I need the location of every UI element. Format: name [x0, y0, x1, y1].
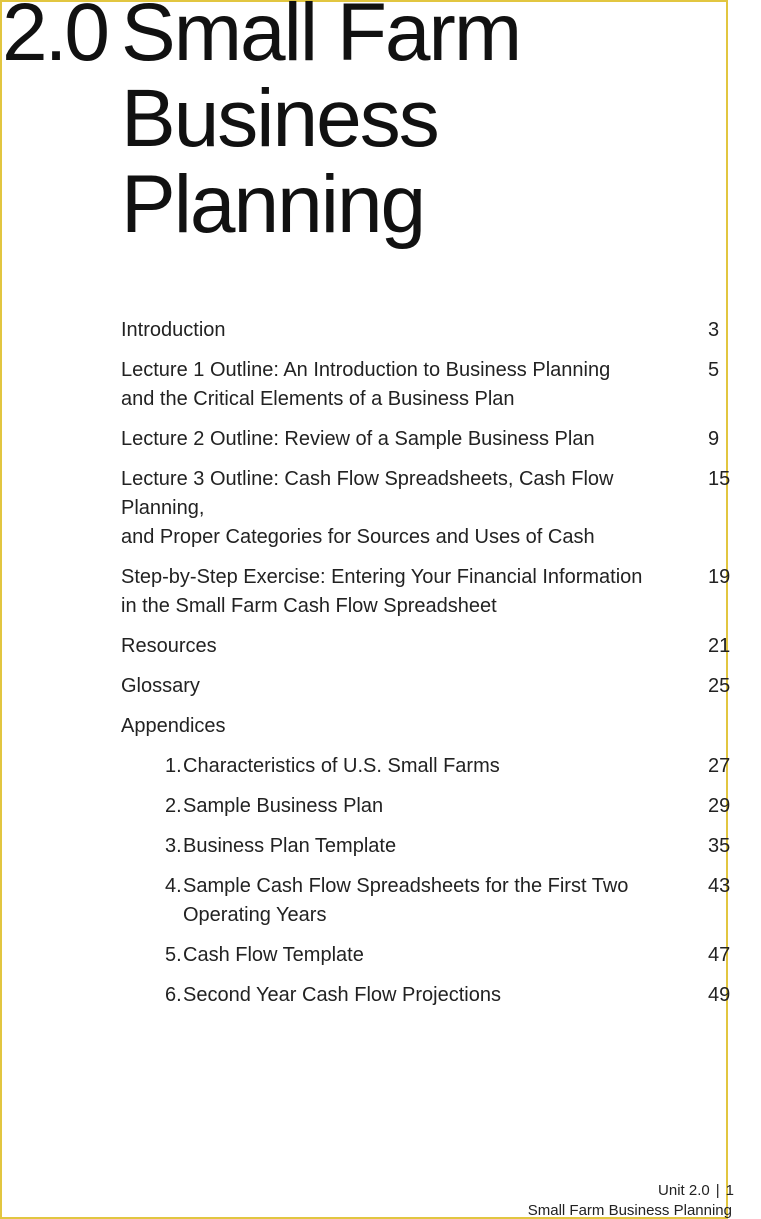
- toc-entry-text: [121, 563, 701, 621]
- toc-appendix-4: [121, 872, 761, 930]
- toc-entry-text: [121, 465, 701, 552]
- toc-entry-text: [121, 632, 701, 661]
- toc-entry-line: and the Critical Elements of a Business Plan: [121, 388, 515, 410]
- unit-title: [121, 0, 520, 248]
- toc-entry-lecture-1: [121, 356, 761, 414]
- appendix-number: 4.: [165, 875, 182, 897]
- toc-page-number: 3: [708, 319, 720, 341]
- footer-unit: [658, 1182, 734, 1199]
- toc-entry-appendices: [121, 712, 761, 741]
- unit-title-line: Planning: [121, 159, 425, 250]
- toc-entry-exercise: [121, 563, 761, 621]
- footer-separator: |: [715, 1182, 720, 1199]
- toc-entry-line: Appendices: [121, 715, 226, 737]
- toc-appendix-1: [121, 752, 761, 781]
- toc-entry-text: [165, 752, 635, 781]
- toc-entry-glossary: [121, 672, 761, 701]
- toc-page-number: 19: [708, 566, 731, 588]
- toc-entry-text: [165, 941, 635, 970]
- footer-unit-label: Unit 2.0: [658, 1182, 710, 1199]
- toc-entry-text: [121, 356, 701, 414]
- toc-page-number: 15: [708, 468, 731, 490]
- toc-entry-text: [165, 792, 635, 821]
- toc-entry-text: [165, 872, 635, 930]
- toc-entry-lecture-3: [121, 465, 761, 552]
- toc-page-number: 9: [708, 428, 720, 450]
- unit-title-line: Small Farm: [121, 0, 521, 78]
- toc-page-number: 35: [708, 835, 731, 857]
- toc-entry-text: [121, 672, 701, 701]
- toc-entry-lecture-2: [121, 425, 761, 454]
- toc-page-number: 21: [708, 635, 731, 657]
- toc-appendix-6: [121, 981, 761, 1010]
- toc-entry-line: Characteristics of U.S. Small Farms: [183, 755, 500, 777]
- toc-entry-text: [121, 712, 701, 741]
- toc-entry-line: Sample Business Plan: [183, 795, 384, 817]
- toc-entry-line: Business Plan Template: [183, 835, 397, 857]
- toc-entry-line: Cash Flow Template: [183, 944, 364, 966]
- toc-entry-line: Lecture 1 Outline: An Introduction to Business Planning: [121, 359, 611, 381]
- toc-entry-text: [165, 981, 635, 1010]
- toc-entry-line: Second Year Cash Flow Projections: [183, 984, 501, 1006]
- toc-entry-resources: [121, 632, 761, 661]
- toc-page-number: 43: [708, 875, 731, 897]
- toc-entry-text: [165, 832, 635, 861]
- toc-entry-line: Lecture 3 Outline: Cash Flow Spreadsheets, Cash Flow Planning,: [121, 468, 614, 519]
- toc-entry-line: in the Small Farm Cash Flow Spreadsheet: [121, 595, 497, 617]
- appendix-number: 5.: [165, 944, 182, 966]
- toc-appendix-5: [121, 941, 761, 970]
- toc-page-number: 49: [708, 984, 731, 1006]
- footer-title: Small Farm Business Planning: [527, 1202, 732, 1219]
- footer-page-number: 1: [725, 1182, 734, 1199]
- unit-number: 2.0: [2, 0, 107, 78]
- toc-page-number: 25: [708, 675, 731, 697]
- toc-entry-line: Lecture 2 Outline: Review of a Sample Business Plan: [121, 428, 595, 450]
- appendix-number: 6.: [165, 984, 182, 1006]
- toc-page-number: 47: [708, 944, 731, 966]
- toc-appendix-2: [121, 792, 761, 821]
- toc-entry-text: [121, 425, 701, 454]
- toc-entry-line: Glossary: [121, 675, 200, 697]
- toc-entry-line: Operating Years: [183, 904, 327, 926]
- unit-title-line: Business: [121, 73, 438, 164]
- toc-entry-line: and Proper Categories for Sources and Uses of Cash: [121, 526, 595, 548]
- toc-entry-line: Resources: [121, 635, 217, 657]
- toc-page-number: 27: [708, 755, 731, 777]
- toc-entry-line: Introduction: [121, 319, 226, 341]
- toc-entry-text: [121, 316, 701, 345]
- toc-page-number: 5: [708, 359, 720, 381]
- toc-entry-line: Sample Cash Flow Spreadsheets for the First Two: [183, 875, 629, 897]
- toc-page-number: 29: [708, 795, 731, 817]
- table-of-contents: [121, 316, 761, 1021]
- toc-appendix-3: [121, 832, 761, 861]
- appendix-number: 1.: [165, 755, 182, 777]
- toc-entry-line: Step-by-Step Exercise: Entering Your Financial Information: [121, 566, 643, 588]
- toc-entry-introduction: [121, 316, 761, 345]
- appendix-number: 3.: [165, 835, 182, 857]
- appendix-number: 2.: [165, 795, 182, 817]
